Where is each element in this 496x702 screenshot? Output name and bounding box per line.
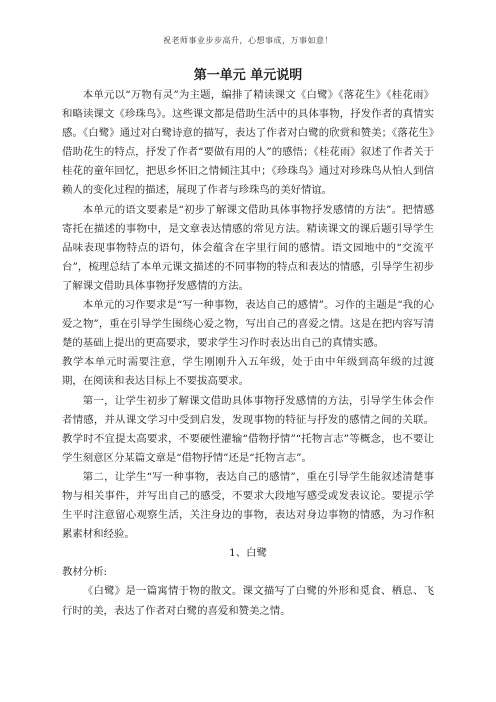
lesson-title: 1、白鹭 <box>229 547 267 560</box>
paragraph-language-element: 本单元的语文要素是“初步了解课文借助具体事物抒发感情的方法”。把情感寄托在描述的事物中，是文章表达情感的常见方法。精读课文的课后题引导学生品味表现事物特点的语句，体会蕴含在字里行间的感情。语文园地中的“交流平台”，梳理总结了本单元课文描述的不同事物的特点和表达的情感，引导学生初步了解课文借助具体事物抒发感情的方法。 <box>62 203 434 292</box>
paragraph-point-one: 第一，让学生初步了解课文借助具体事物抒发感情的方法，引导学生体会作者情感，并从课文学习中受到启发，发现事物的特征与抒发的感情之间的关联。教学时不宜提太高要求，不要硬性灌输“借物抒情”“托物言志”等概念，也不要让学生刻意区分某篇文章是“借物抒情”还是“托物言志”。 <box>62 394 434 464</box>
section-label: 教材分析: <box>62 566 108 579</box>
paragraph-writing-requirement: 本单元的习作要求是“写一种事物，表达自己的感情”。习作的主题是“我的心爱之物”，重在引导学生围绕心爱之物，写出自己的喜爱之情。这是在把内容写清楚的基础上提出的更高要求，要求学生习作时表达出自己的真情实感。 <box>62 299 434 350</box>
paragraph-intro: 本单元以“万物有灵”为主题，编排了精读课文《白鹭》《落花生》《桂花雨》和略读课文《珍珠鸟》。这些课文都是借助生活中的具体事物，抒发作者的真情实感。《白鹭》通过对白鹭诗意的描写，表达了作者对白鹭的欣赏和赞美；《落花生》借助花生的特点，抒发了作者“要做有用的人”的感悟；《桂花雨》叙述了作者关于桂花的童年回忆，把思乡怀旧之情倾注其中；《珍珠鸟》通过对珍珠鸟从怕人到信赖人的变化过程的描述，展现了作者与珍珠鸟的美好情谊。 <box>62 89 434 197</box>
page-title: 第一单元 单元说明 <box>193 68 303 83</box>
paragraph-teaching-note: 教学本单元时需要注意，学生刚刚升入五年级，处于由中年级到高年级的过渡期，在阅读和表达目标上不要拔高要求。 <box>62 356 434 388</box>
page-header: 祝老师事业步步高升，心想事成，万事如意！ <box>163 36 333 45</box>
paragraph-analysis: 《白鹭》是一篇寓情于物的散文。课文描写了白鹭的外形和觅食、栖息、飞行时的美，表达了作者对白鹭的喜爱和赞美之情。 <box>62 585 434 617</box>
document-body <box>62 86 434 621</box>
paragraph-point-two: 第二，让学生“写一种事物，表达自己的感情”，重在引导学生能叙述清楚事物与相关事件，并写出自己的感受，不要求大段地写感受或发表议论。要提示学生平时注意留心观察生活，关注身边的事物，表达对身边事物的情感，为习作积累素材和经验。 <box>62 470 434 541</box>
